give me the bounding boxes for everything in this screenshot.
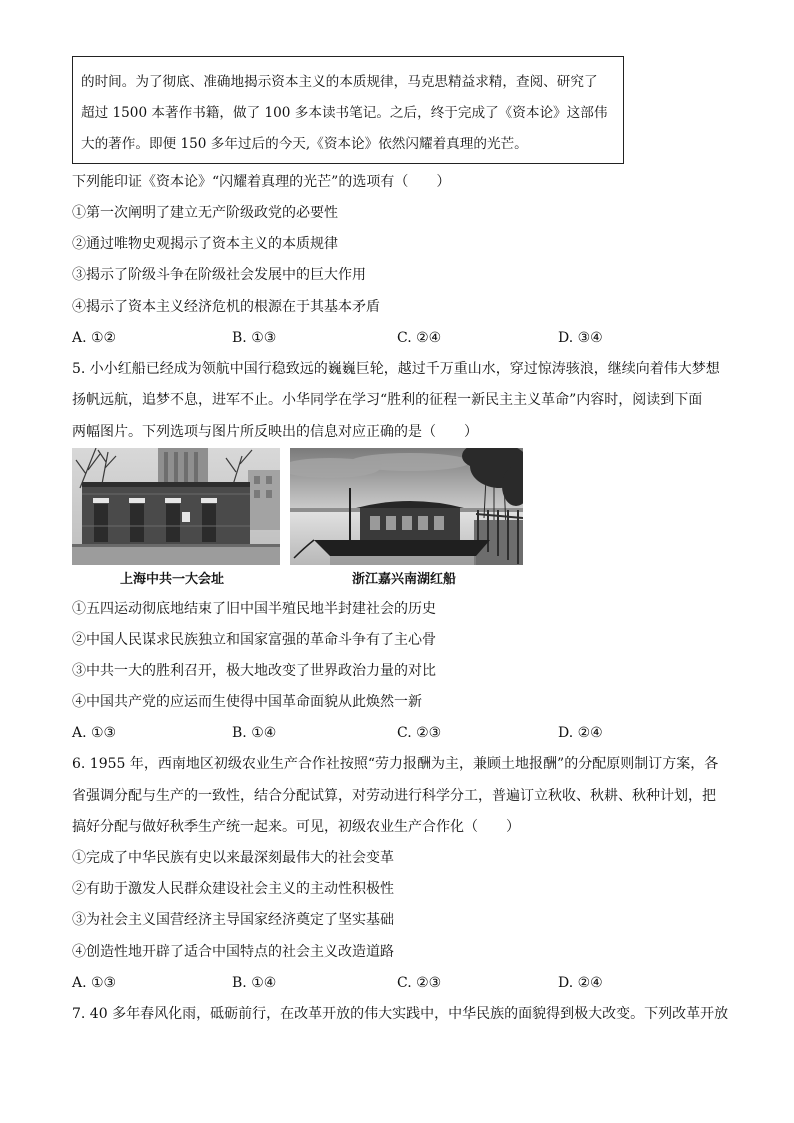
- q7-stem-line: 7. 40 多年春风化雨，砥砺前行，在改革开放的伟大实践中，中华民族的面貌得到极大改变。下列改革开放: [72, 1006, 729, 1022]
- q5-option-b[interactable]: B. ①④: [232, 725, 277, 741]
- q6-stem-line: 搞好分配与做好秋季生产统一起来。可见，初级农业生产合作化（ ）: [72, 819, 520, 835]
- q5-options: [72, 723, 732, 743]
- q4-item-1: ①第一次阐明了建立无产阶级政党的必要性: [72, 205, 338, 221]
- q5-stem-line: 5. 小小红船已经成为领航中国行稳致远的巍巍巨轮，越过千万重山水，穿过惊涛骇浪，继续向着伟大梦想: [72, 361, 720, 377]
- q5-option-d[interactable]: D. ②④: [558, 725, 603, 741]
- q4-stem: 下列能印证《资本论》“闪耀着真理的光芒”的选项有（ ）: [72, 174, 451, 190]
- caption-red-boat: 浙江嘉兴南湖红船: [352, 572, 457, 587]
- q6-option-b[interactable]: B. ①④: [232, 975, 277, 991]
- q6-options: [72, 973, 732, 993]
- q4-options: [72, 328, 732, 348]
- q4-item-2: ②通过唯物史观揭示了资本主义的本质规律: [72, 236, 338, 252]
- q5-stem-line: 两幅图片。下列选项与图片所反映出的信息对应正确的是（ ）: [72, 424, 478, 440]
- q5-option-a[interactable]: A. ①③: [72, 725, 117, 741]
- q6-option-d[interactable]: D. ②④: [558, 975, 603, 991]
- q5-item-3: ③中共一大的胜利召开，极大地改变了世界政治力量的对比: [72, 663, 436, 679]
- q4-option-c[interactable]: C. ②④: [397, 330, 442, 346]
- passage-line: 大的著作。即便 150 多年过后的今天,《资本论》依然闪耀着真理的光芒。: [81, 136, 528, 152]
- q6-stem-line: 省强调分配与生产的一致性，结合分配试算，对劳动进行科学分工，普遍订立秋收、秋耕、秋种计划，把: [72, 788, 716, 804]
- q6-option-a[interactable]: A. ①③: [72, 975, 117, 991]
- q4-option-a[interactable]: A. ①②: [72, 330, 117, 346]
- q6-item-1: ①完成了中华民族有史以来最深刻最伟大的社会变革: [72, 850, 394, 866]
- q6-option-c[interactable]: C. ②③: [397, 975, 442, 991]
- passage-line: 超过 1500 本著作书籍，做了 100 多本读书笔记。之后，终于完成了《资本论》这部伟: [81, 105, 608, 121]
- photo-red-boat-graphic: [290, 448, 523, 565]
- q5-stem-line: 扬帆远航，追梦不息，进军不止。小华同学在学习“胜利的征程一新民主主义革命”内容时，阅读到下面: [72, 392, 703, 408]
- q4-item-3: ③揭示了阶级斗争在阶级社会发展中的巨大作用: [72, 267, 366, 283]
- q5-item-1: ①五四运动彻底地结束了旧中国半殖民地半封建社会的历史: [72, 601, 436, 617]
- photo-congress-site: [72, 448, 280, 565]
- q6-item-2: ②有助于激发人民群众建设社会主义的主动性积极性: [72, 881, 394, 897]
- photo-red-boat: [290, 448, 523, 565]
- passage-box: [72, 56, 624, 164]
- q4-option-b[interactable]: B. ①③: [232, 330, 277, 346]
- q6-item-3: ③为社会主义国营经济主导国家经济奠定了坚实基础: [72, 912, 394, 928]
- photo-congress-site-graphic: [72, 448, 280, 565]
- q6-item-4: ④创造性地开辟了适合中国特点的社会主义改造道路: [72, 944, 394, 960]
- q5-option-c[interactable]: C. ②③: [397, 725, 442, 741]
- q5-item-4: ④中国共产党的应运而生使得中国革命面貌从此焕然一新: [72, 694, 422, 710]
- passage-line: 的时间。为了彻底、准确地揭示资本主义的本质规律，马克思精益求精，查阅、研究了: [81, 74, 598, 90]
- q5-item-2: ②中国人民谋求民族独立和国家富强的革命斗争有了主心骨: [72, 632, 436, 648]
- caption-congress-site: 上海中共一大会址: [120, 572, 225, 587]
- q4-item-4: ④揭示了资本主义经济危机的根源在于其基本矛盾: [72, 299, 380, 315]
- q4-option-d[interactable]: D. ③④: [558, 330, 603, 346]
- q6-stem-line: 6. 1955 年，西南地区初级农业生产合作社按照“劳力报酬为主，兼顾土地报酬”的分配原则制订方案，各: [72, 756, 719, 772]
